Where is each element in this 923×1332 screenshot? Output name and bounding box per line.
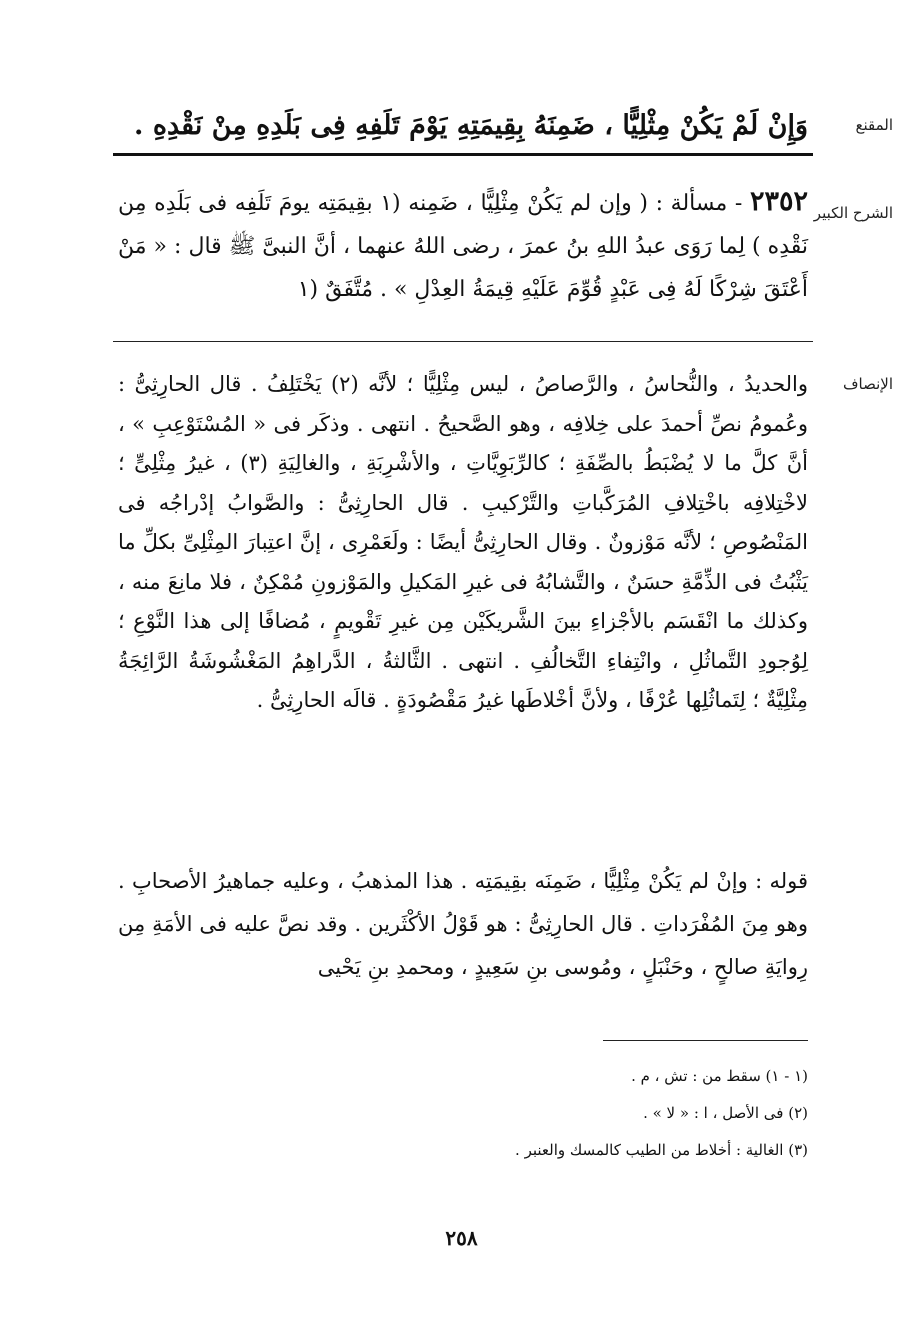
footnotes [308, 1058, 808, 1169]
label-muqni: المقنع [855, 116, 893, 134]
label-insaf: الإنصاف [842, 375, 893, 393]
insaf-text: والحديدُ ، والنُّحاسُ ، والرَّصاصُ ، ليس مِثْلِيًّا ؛ لأنَّه (٢) يَخْتَلِفُ . قال الحارِثِىُّ : وعُمومُ نصِّ أحمدَ على خِلافِه ، وهو الصَّحيحُ . انتهى . وذكَر فى « المُسْتَوْعِبِ » ، أنَّ كلَّ ما لا يُضْبَطُ بالصِّفَةِ ؛ كالرِّبَوِيَّاتِ ، والأشْرِبَةِ ، والغالِيَةِ (٣) ، غيرُ مِثْلِىٍّ ؛ لاخْتِلافِه باخْتِلافِ المُرَكَّباتِ والتَّرْكيبِ . قال الحارِثِىُّ : والصَّوابُ إدْراجُه فى المَنْصُوصِ ؛ لأنَّه مَوْزونٌ . وقال الحارِثِىُّ أيضًا : ولَعَمْرِى ، إنَّ اعتِبارَ المِثْلِىِّ بكلِّ ما يَثْبُتُ فى الذِّمَّةِ حسَنٌ ، والتَّشابُهُ فى غيرِ المَكيلِ والمَوْزونِ مُمْكِنٌ ، فلا مانِعَ منه ، وكذلك ما انْقَسَم بالأجْزاءِ بينَ الشَّريكَيْن مِن غيرِ تَقْويمٍ ، مُضافًا إلى هذا النَّوْعِ ؛ لِوُجودِ التَّماثُلِ ، وانْتِفاءِ التَّخالُفِ . انتهى . الثَّالثةُ ، الدَّراهِمُ المَغْشُوشَةُ الرَّائِجَةُ مِثْلِيَّةٌ ؛ لِتَماثُلِها عُرْفًا ، ولأنَّ أخْلاطَها غيرُ مَقْصُودَةٍ . قالَه الحارِثِىُّ . [118, 372, 809, 712]
qawl-paragraph: قوله : وإنْ لم يَكُنْ مِثْلِيًّا ، ضَمِنَه بقِيمَتِه . هذا المذهبُ ، وعليه جماهيرُ الأصحابِ . وهو مِنَ المُفْرَداتِ . قال الحارِثِىُّ : هو قَوْلُ الأكْثَرين . وقد نصَّ عليه فى الأمَةِ مِن رِوايَةِ صالحٍ ، وحَنْبَلٍ ، ومُوسى بنِ سَعِيدٍ ، ومحمدِ بنِ يَحْيى [118, 869, 808, 979]
footnote-divider [603, 1040, 808, 1041]
footnote-3: (٣) الغالية : أخلاط من الطيب كالمسك والعنبر . [515, 1141, 808, 1159]
sharh-text: - مسألة : ( وإن لم يَكُنْ مِثْلِيًّا ، ضَمِنه (١ بقِيمَتِه يومَ تَلَفِه فى بَلَدِه مِن نَقْدِه ) لِما رَوَى عبدُ اللهِ بنُ عمرَ ، رضى اللهُ عنهما ، أنَّ النبىَّ ﷺ قال : « مَنْ أَعْتَقَ شِرْكًا لَهُ فِى عَبْدٍ قُوِّمَ عَلَيْهِ قِيمَةُ العِدْلِ » . مُتَّفَقٌ (١ [118, 191, 808, 302]
section-divider-thick [113, 153, 813, 156]
sharh-paragraph [118, 180, 808, 311]
label-sharh-kabir: الشرح الكبير [813, 204, 893, 222]
muqni-text: وَإِنْ لَمْ يَكُنْ مِثْلِيًّا ، ضَمِنَهُ بِقِيمَتِهِ يَوْمَ تَلَفِهِ فِى بَلَدِهِ مِنْ نَقْدِهِ . [134, 110, 808, 141]
footnote-2: (٢) فى الأصل ، ا : « لا » . [643, 1104, 808, 1122]
page-number: ٢٥٨ [445, 1226, 478, 1250]
footnote-1: (١ - ١) سقط من : تش ، م . [631, 1067, 808, 1085]
section-divider [113, 341, 813, 342]
issue-number: ٢٣٥٢ [749, 186, 808, 217]
